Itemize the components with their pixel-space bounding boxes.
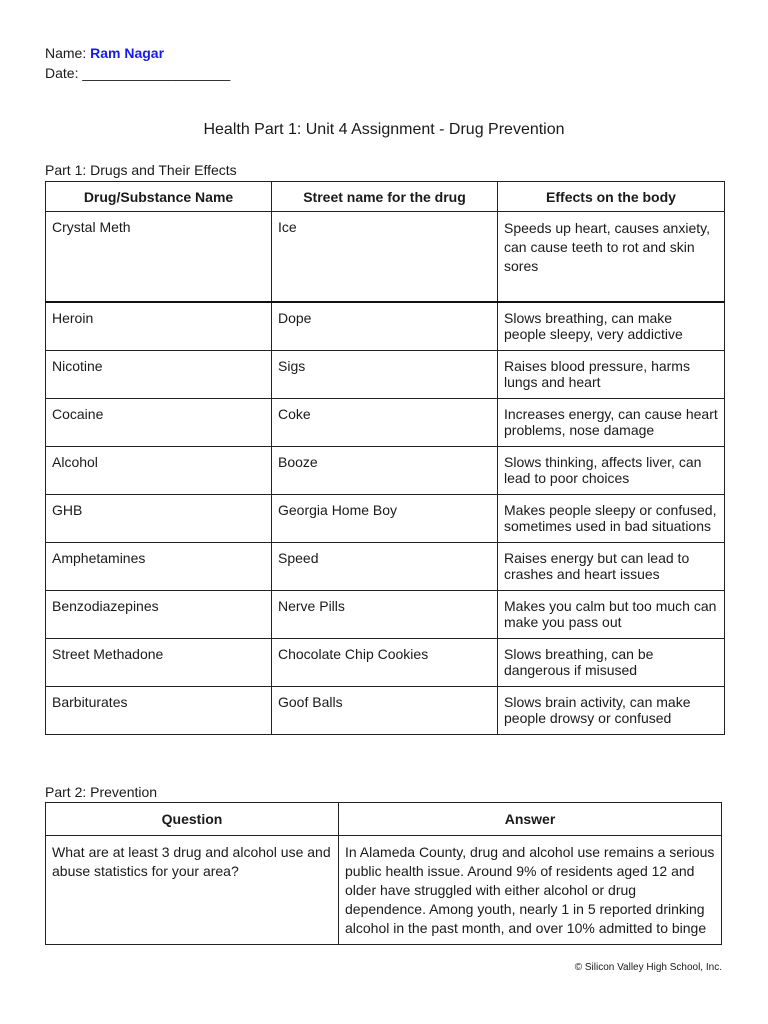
effects-cell[interactable]: Speeds up heart, causes anxiety, can cause teeth to rot and skin sores xyxy=(498,212,725,303)
table-row xyxy=(46,543,725,591)
drug-name-cell[interactable]: Crystal Meth xyxy=(46,212,272,303)
street-name-cell[interactable]: Coke xyxy=(272,399,498,447)
name-line xyxy=(45,45,164,61)
table-row xyxy=(46,212,725,303)
street-name-cell[interactable]: Goof Balls xyxy=(272,687,498,735)
table-row xyxy=(46,836,722,945)
col-header-drug-name: Drug/Substance Name xyxy=(46,182,272,212)
part1-heading: Part 1: Drugs and Their Effects xyxy=(45,162,237,178)
table-row xyxy=(46,399,725,447)
effects-cell[interactable]: Slows brain activity, can make people drowsy or confused xyxy=(498,687,725,735)
effects-cell[interactable]: Makes people sleepy or confused, sometimes used in bad situations xyxy=(498,495,725,543)
drug-name-cell[interactable]: Heroin xyxy=(46,302,272,351)
table-row xyxy=(46,591,725,639)
drug-name-cell[interactable]: Amphetamines xyxy=(46,543,272,591)
effects-cell[interactable]: Raises blood pressure, harms lungs and heart xyxy=(498,351,725,399)
page-title: Health Part 1: Unit 4 Assignment - Drug Prevention xyxy=(203,121,565,138)
effects-cell[interactable]: Raises energy but can lead to crashes and heart issues xyxy=(498,543,725,591)
col-header-effects: Effects on the body xyxy=(498,182,725,212)
street-name-cell[interactable]: Booze xyxy=(272,447,498,495)
table-row xyxy=(46,447,725,495)
effects-cell[interactable]: Slows breathing, can make people sleepy, very addictive xyxy=(498,302,725,351)
effects-cell[interactable]: Slows breathing, can be dangerous if misused xyxy=(498,639,725,687)
drug-name-cell[interactable]: Alcohol xyxy=(46,447,272,495)
part2-heading: Part 2: Prevention xyxy=(45,784,158,800)
table-row xyxy=(46,687,725,735)
student-name: Ram Nagar xyxy=(90,45,165,61)
drug-name-cell[interactable]: Nicotine xyxy=(46,351,272,399)
copyright-footer: © Silicon Valley High School, Inc. xyxy=(574,962,722,973)
question-cell: What are at least 3 drug and alcohol use and abuse statistics for your area? xyxy=(46,836,339,945)
answer-cell[interactable]: In Alameda County, drug and alcohol use remains a serious public health issue. Around 9% of residents aged 12 and older have struggled with either alcohol or drug dependence. Among youth, nearly 1 in 5 reported drinking alcohol in the past month, and over 10% admitted to binge xyxy=(339,836,722,945)
table-row xyxy=(46,639,725,687)
street-name-cell[interactable]: Chocolate Chip Cookies xyxy=(272,639,498,687)
drug-name-cell[interactable]: GHB xyxy=(46,495,272,543)
drug-name-cell[interactable]: Cocaine xyxy=(46,399,272,447)
street-name-cell[interactable]: Ice xyxy=(272,212,498,303)
name-label: Name: xyxy=(45,45,87,61)
drug-name-cell[interactable]: Benzodiazepines xyxy=(46,591,272,639)
prevention-table xyxy=(45,802,722,945)
street-name-cell[interactable]: Sigs xyxy=(272,351,498,399)
street-name-cell[interactable]: Speed xyxy=(272,543,498,591)
prevention-table-header xyxy=(46,803,722,836)
table-row xyxy=(46,495,725,543)
drug-name-cell[interactable]: Street Methadone xyxy=(46,639,272,687)
col-header-question: Question xyxy=(46,803,339,836)
effects-cell[interactable]: Increases energy, can cause heart problems, nose damage xyxy=(498,399,725,447)
date-line: Date: ___________________ xyxy=(45,65,231,81)
effects-cell[interactable]: Makes you calm but too much can make you pass out xyxy=(498,591,725,639)
col-header-answer: Answer xyxy=(339,803,722,836)
street-name-cell[interactable]: Dope xyxy=(272,302,498,351)
table-row xyxy=(46,302,725,351)
drug-name-cell[interactable]: Barbiturates xyxy=(46,687,272,735)
col-header-street-name: Street name for the drug xyxy=(272,182,498,212)
street-name-cell[interactable]: Georgia Home Boy xyxy=(272,495,498,543)
drugs-table xyxy=(45,181,725,735)
table-row xyxy=(46,351,725,399)
drugs-table-header xyxy=(46,182,725,212)
street-name-cell[interactable]: Nerve Pills xyxy=(272,591,498,639)
effects-cell[interactable]: Slows thinking, affects liver, can lead to poor choices xyxy=(498,447,725,495)
